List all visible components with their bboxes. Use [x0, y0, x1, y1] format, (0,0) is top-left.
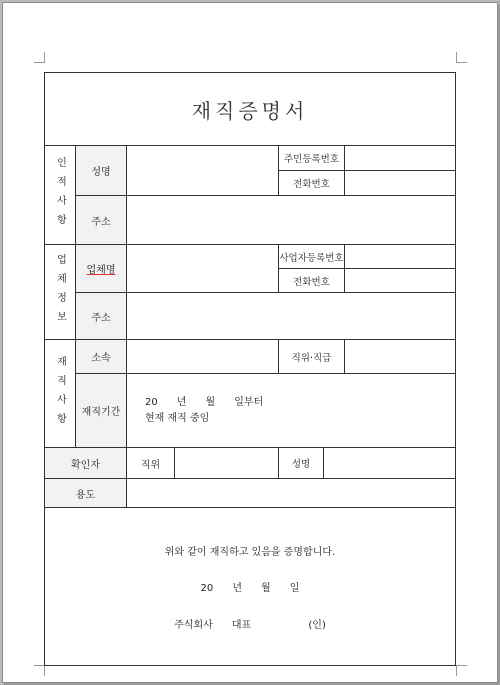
- personal-phone-label: 전화번호: [279, 171, 345, 196]
- company-section-label: 업체정보: [45, 245, 76, 340]
- period-current-line: 현재 재직 중임: [145, 412, 210, 424]
- document-page: [2, 2, 498, 683]
- rrn-field[interactable]: [345, 146, 455, 171]
- personal-name-label: 성명: [76, 146, 127, 196]
- department-label: 소속: [76, 340, 127, 374]
- purpose-field[interactable]: [127, 479, 455, 508]
- position-grade-field[interactable]: [345, 340, 455, 374]
- signature-line: 주식회사 대표 (인): [174, 620, 326, 631]
- company-name-label: 업체명: [76, 245, 127, 293]
- crop-mark-bottom-right: [456, 665, 467, 676]
- crop-mark-top-right: [456, 52, 467, 63]
- document-title: 재직증명서: [45, 73, 455, 146]
- brn-field[interactable]: [345, 245, 455, 269]
- personal-name-field[interactable]: [127, 146, 279, 196]
- employment-section-label: 재직사항: [45, 340, 76, 448]
- crop-mark-top-left: [34, 52, 45, 63]
- employment-period-label: 재직기간: [76, 374, 127, 448]
- employment-certificate-form: [44, 72, 456, 666]
- company-phone-field[interactable]: [345, 269, 455, 293]
- personal-section-label: 인적사항: [45, 146, 76, 245]
- confirmer-name-label: 성명: [279, 448, 324, 479]
- employment-period-field[interactable]: [127, 374, 455, 448]
- certification-statement: 위와 같이 재직하고 있음을 증명합니다.: [164, 547, 336, 558]
- brn-label: 사업자등록번호: [279, 245, 345, 269]
- purpose-label: 용도: [45, 479, 127, 508]
- company-phone-label: 전화번호: [279, 269, 345, 293]
- confirmer-name-field[interactable]: [324, 448, 455, 479]
- company-name-field[interactable]: [127, 245, 279, 293]
- confirmer-label: 확인자: [45, 448, 127, 479]
- personal-address-field[interactable]: [127, 196, 455, 245]
- personal-phone-field[interactable]: [345, 171, 455, 196]
- confirmer-position-label: 직위: [127, 448, 175, 479]
- position-grade-label: 직위·직급: [279, 340, 345, 374]
- rrn-label: 주민등록번호: [279, 146, 345, 171]
- company-address-field[interactable]: [127, 293, 455, 340]
- certification-date-line: 20 년 월 일: [200, 583, 300, 594]
- period-from-line: 20 년 월 일부터: [145, 396, 264, 408]
- confirmer-position-field[interactable]: [175, 448, 279, 479]
- personal-address-label: 주소: [76, 196, 127, 245]
- department-field[interactable]: [127, 340, 279, 374]
- company-address-label: 주소: [76, 293, 127, 340]
- crop-mark-bottom-left: [34, 665, 45, 676]
